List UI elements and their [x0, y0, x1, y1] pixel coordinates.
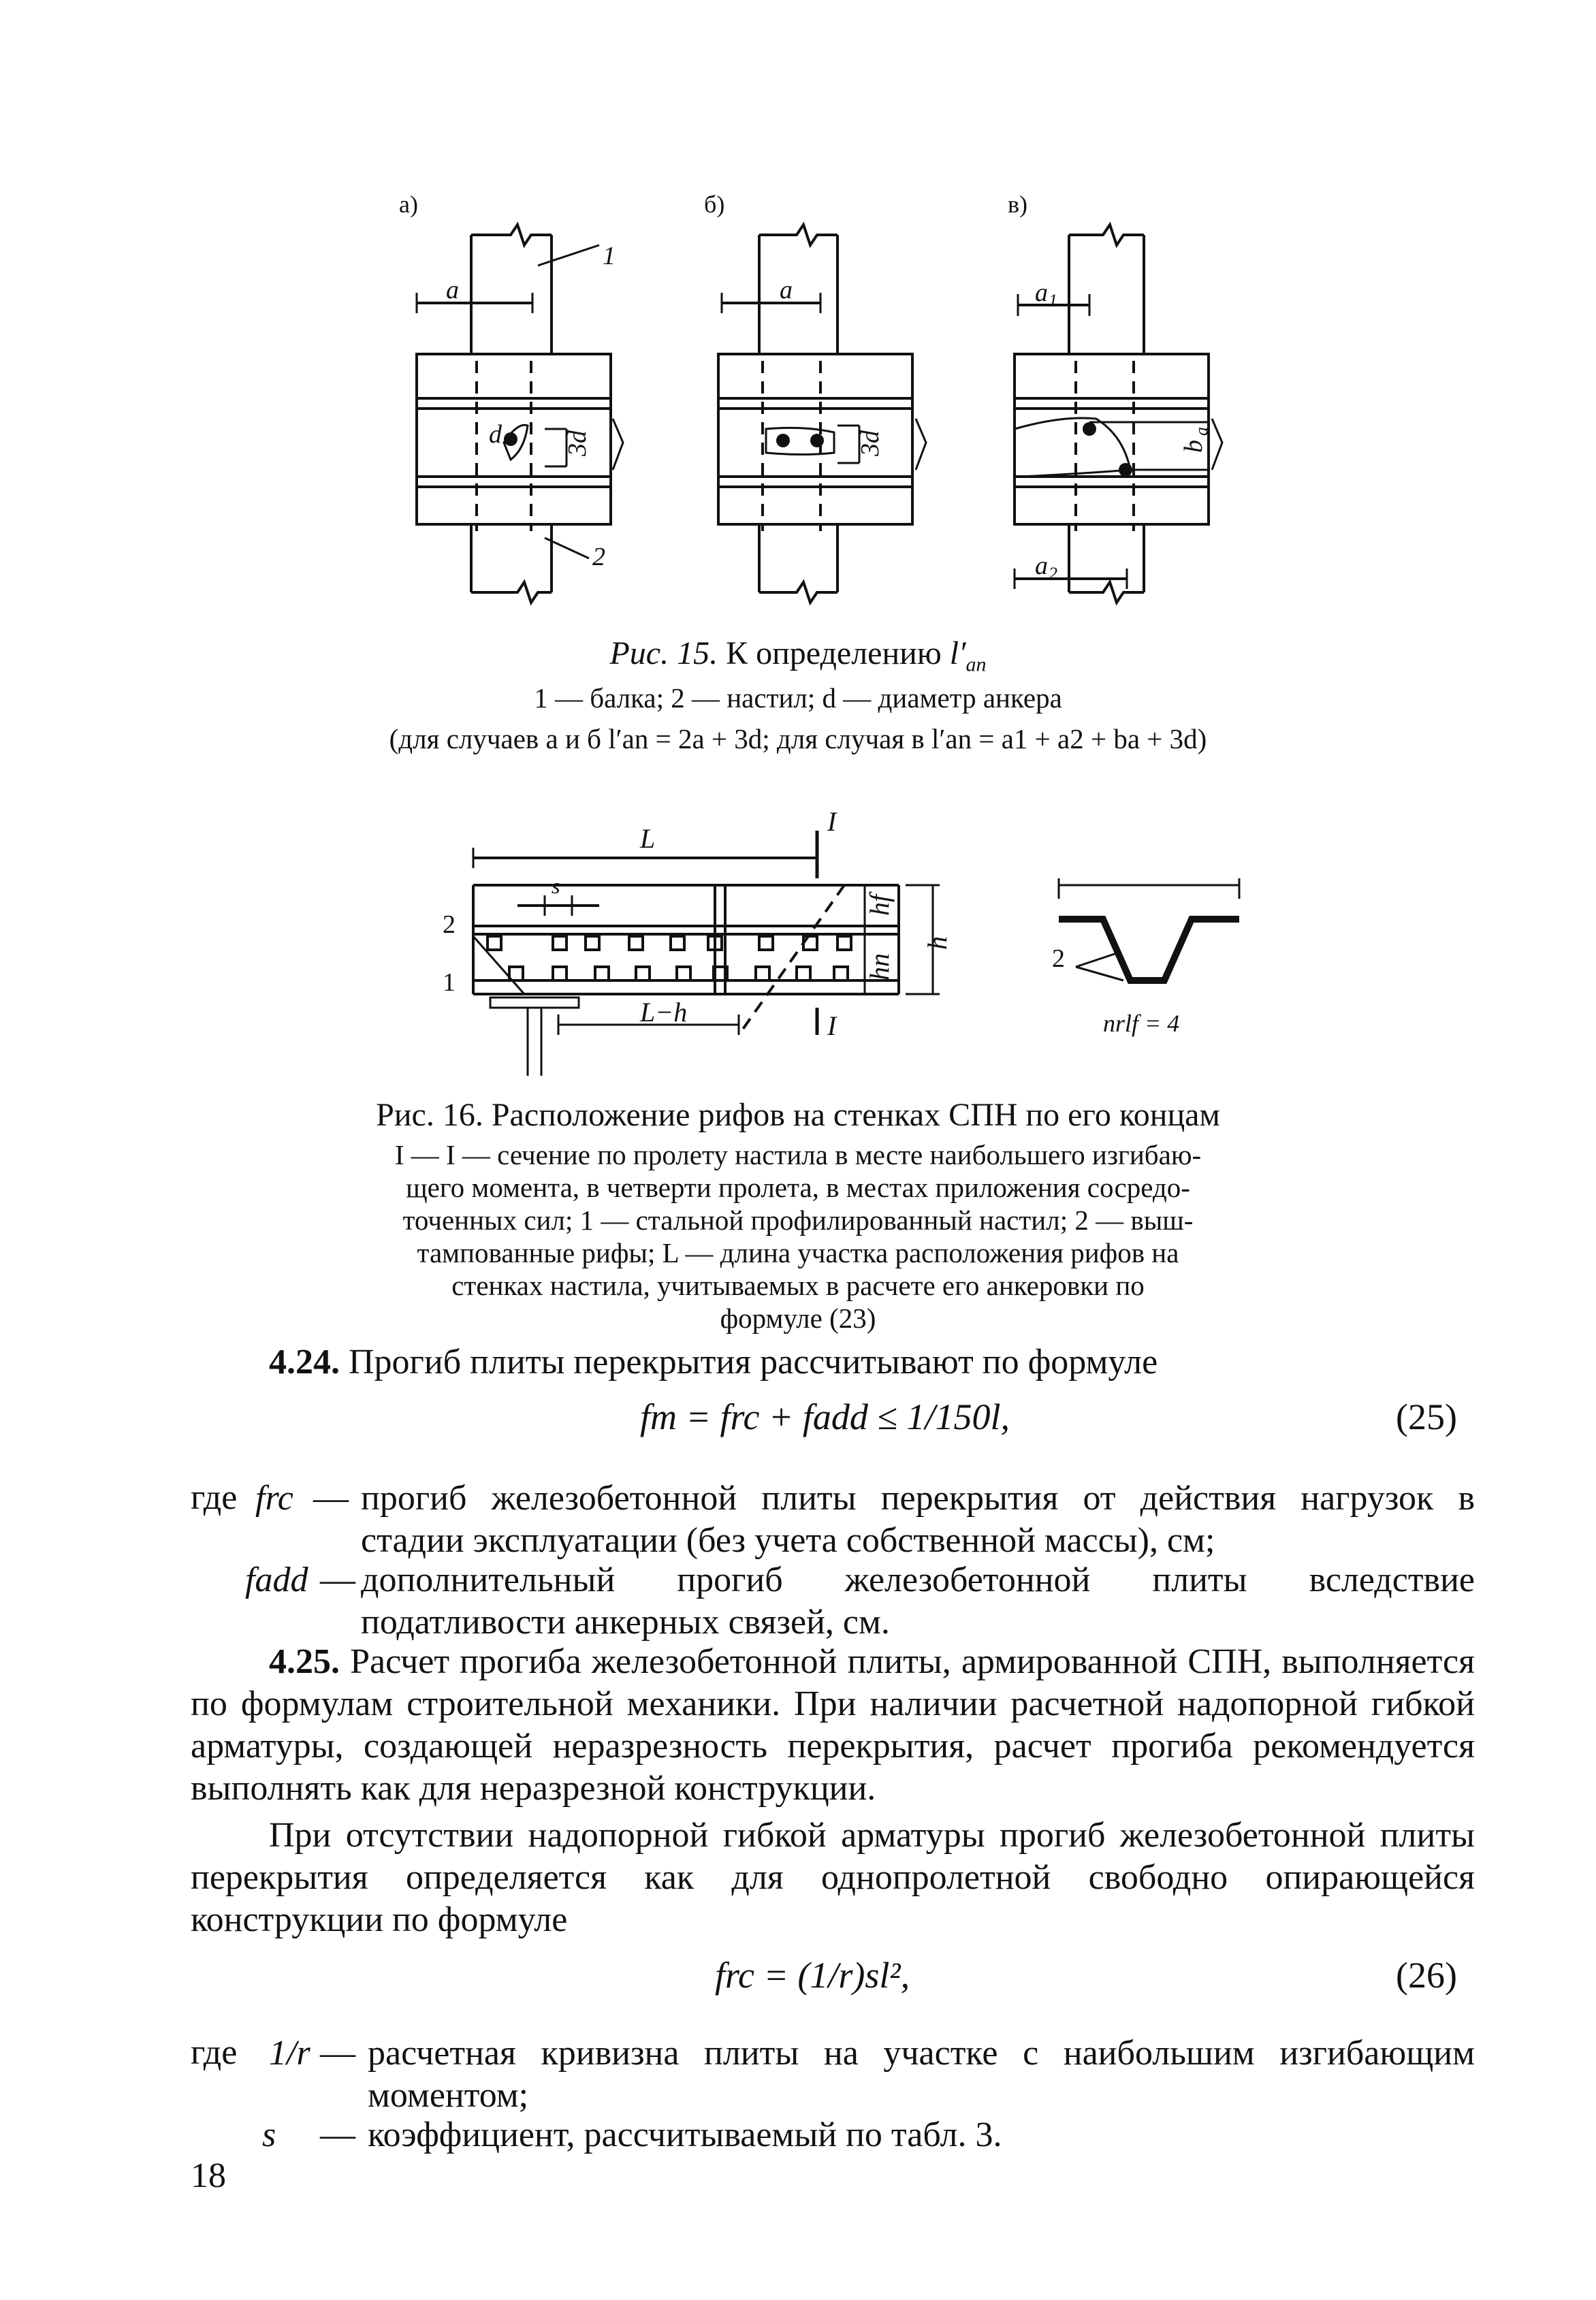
fig15-caption-text: К определению [726, 635, 942, 671]
fig16-label-I-bot: I [827, 1010, 837, 1041]
section-424-text: Прогиб плиты перекрытия рассчитывают по формуле [349, 1343, 1158, 1381]
formula-25-number: (25) [1396, 1396, 1457, 1437]
fig15-label-ba: b [1179, 440, 1208, 453]
fig15-label-a2-sub: 2 [1049, 564, 1057, 584]
fig16-label-1-left: 1 [443, 968, 456, 997]
section-425-number: 4.25. [269, 1642, 340, 1681]
fig15-label-2: 2 [592, 543, 605, 571]
fig16-caption-line: точенных сил; 1 — стальной профилированный настил; 2 — выш- [402, 1204, 1194, 1236]
fig16-caption-line: I — I — сечение по пролету настила в месте наибольшего изгибаю- [394, 1139, 1202, 1170]
def-fadd-dash: — [320, 1561, 355, 1599]
fig15-label-a-dim: a [446, 276, 459, 304]
section-424-number: 4.24. [269, 1343, 340, 1381]
section-425-paragraph-1 [191, 1641, 1475, 1810]
def-s-symbol: s [262, 2115, 276, 2154]
fig16-label-L: L [640, 823, 656, 854]
fig16-caption-body [381, 1138, 1215, 1335]
fig16-caption-line: формуле (23) [720, 1303, 876, 1334]
def-s-dash: — [320, 2115, 355, 2154]
section-424-heading [269, 1341, 1474, 1384]
fig15-label-3d-a: 3d [563, 430, 592, 456]
fig15-label-v-panel: в) [1008, 191, 1027, 218]
fig16-label-nrlf: nrlf = 4 [1103, 1010, 1180, 1037]
fig16-caption-line: тампованные рифы; L — длина участка расположения рифов на [417, 1237, 1179, 1268]
fig15-label-a1-sub: 1 [1049, 291, 1057, 310]
formula-26: frc = (1/r)sl², [715, 1955, 910, 1996]
fig16-caption-line: щего момента, в четверти пролета, в местах приложения сосредо- [406, 1172, 1190, 1203]
fig16-caption-line: стенках настила, учитываемых в расчете его анкеровки по [451, 1270, 1145, 1301]
fig16-label-hn: hn [864, 953, 895, 980]
fig15-caption-line3: (для случаев а и б l′an = 2a + 3d; для случая в l′an = a1 + a2 + ba + 3d) [389, 723, 1207, 754]
fig15-label-a1: a [1035, 278, 1048, 307]
fig15-label-b-dim: a [780, 276, 793, 304]
section-425-paragraph-2: При отсутствии надопорной гибкой арматуры прогиб железобетонной плиты перекрытия определяется как для однопролетной свободно опирающейся конструкции по формуле [191, 1816, 1475, 1939]
page-number: 18 [191, 2156, 226, 2195]
fig16-label-L-minus-h: L−h [640, 997, 688, 1027]
def-fadd-text: дополнительный прогиб железобетонной плиты вследствие податливости анкерных связей, см. [361, 1561, 1475, 1642]
section-425-text: Расчет прогиба железобетонной плиты, армированной СПН, выполняется по формулам строительной механики. При наличии расчетной надопорной гибкой арматуры, создающей неразрезность перекрытия, расчет прогиба рекомендуется выполнять как для неразрезной конструкции. [191, 1642, 1475, 1808]
def-s-text: коэффициент, рассчитываемый по табл. 3. [368, 2115, 1002, 2154]
where-label-424: где [191, 1478, 238, 1517]
formula-25: fm = frc + fadd ≤ 1/150l, [640, 1396, 1010, 1437]
fig16-label-s: s [552, 874, 560, 898]
def-1r-symbol: 1/r [269, 2034, 310, 2073]
fig16-label-2-right: 2 [1052, 944, 1065, 973]
fig15-label-a-panel: а) [399, 191, 418, 218]
def-frc-dash: — [313, 1479, 349, 1518]
fig15-label-d: d [489, 420, 502, 449]
fig15-caption-line2: 1 — балка; 2 — настил; d — диаметр анкера [534, 682, 1062, 714]
fig16-label-I-top: I [827, 806, 837, 837]
def-1r-dash: — [320, 2034, 355, 2073]
fig16-caption-title: Рис. 16. Расположение рифов на стенках СПН по его концам [376, 1097, 1220, 1133]
fig15-label-3d-b: 3d [856, 430, 884, 456]
fig15-caption-sub: an [965, 653, 987, 676]
fig15-caption-prefix: Рис. [609, 635, 669, 671]
fig16-label-hf: hf [864, 894, 895, 916]
where-label-425: где [191, 2033, 238, 2072]
def-1r-text: расчетная кривизна плиты на участке с наибольшим изгибающим моментом; [368, 2034, 1475, 2115]
fig16-label-2-left: 2 [443, 910, 456, 939]
fig15-label-a2: a [1035, 552, 1048, 580]
def-fadd-symbol: fadd [245, 1561, 308, 1599]
fig16-label-h: h [922, 936, 953, 950]
fig15-label-b-panel: б) [704, 191, 725, 218]
fig15-caption-symbol: l′ [949, 635, 966, 671]
def-frc-text: прогиб железобетонной плиты перекрытия от действия нагрузок в стадии эксплуатации (без учета собственной массы), см; [361, 1479, 1475, 1560]
fig15-label-ba-sub: a [1192, 427, 1211, 436]
formula-26-number: (26) [1396, 1955, 1457, 1996]
fig15-label-1: 1 [603, 242, 616, 270]
def-frc-symbol: frc [255, 1479, 293, 1518]
fig15-caption-num: 15. [677, 635, 718, 671]
